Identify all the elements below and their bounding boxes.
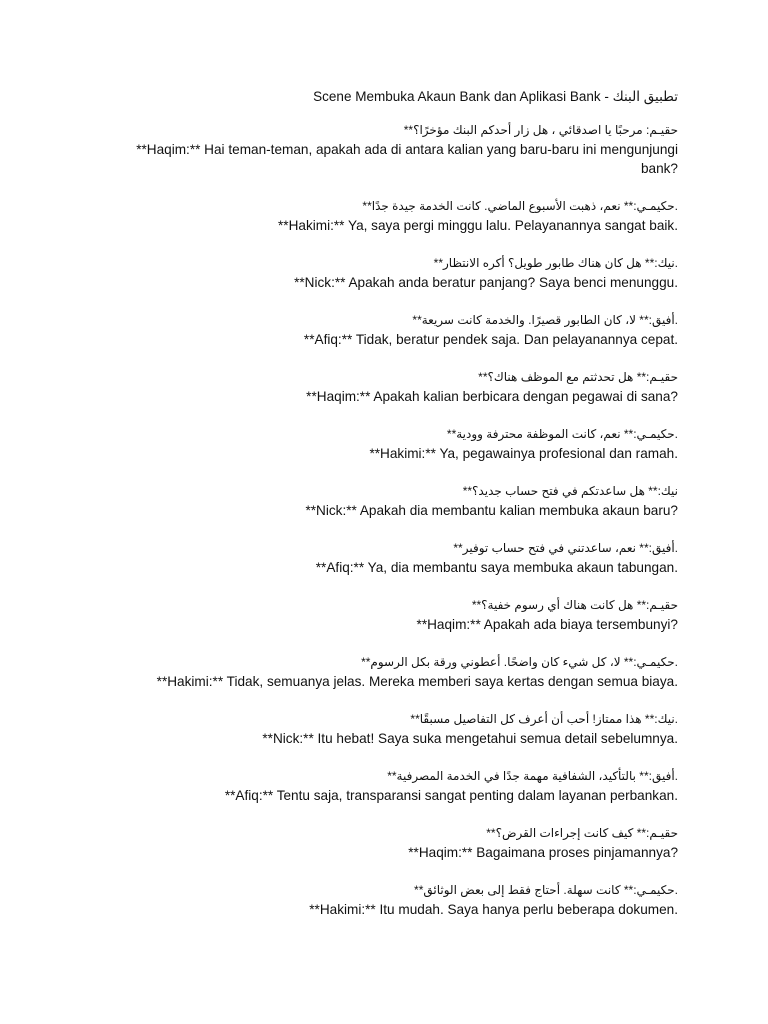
arabic-line: .نيك:** هل كان هناك طابور طويل؟ أكره الانتظار** [433, 256, 678, 270]
dialogue-entry [96, 481, 678, 520]
dialogue-entry [96, 766, 678, 805]
malay-line: **Haqim:** Hai teman-teman, apakah ada di antara kalian yang baru-baru ini mengunjungi bank? [136, 142, 678, 176]
arabic-line: .نيك:** هذا ممتاز! أحب أن أعرف كل التفاصيل مسبقًا** [410, 712, 678, 726]
arabic-line: .أفيق:** لا، كان الطابور قصيرًا. والخدمة كانت سريعة** [412, 313, 678, 327]
malay-line: **Hakimi:** Ya, saya pergi minggu lalu. Pelayanannya sangat baik. [278, 218, 678, 233]
dialogue-entry [96, 196, 678, 235]
malay-line: **Nick:** Apakah dia membantu kalian membuka akaun baru? [305, 503, 678, 518]
arabic-line: .حكيمـي:** لا، كل شيء كان واضحًا. أعطوني ورقة بكل الرسوم** [361, 655, 678, 669]
arabic-line: .حكيمـي:** كانت سهلة. أحتاج فقط إلى بعض الوثائق** [414, 883, 678, 897]
arabic-line: حقيـم: مرحبًا يا اصدقائي ، هل زار أحدكم البنك مؤخرًا؟** [403, 123, 678, 137]
dialogue-entry [96, 880, 678, 919]
dialogue-entry [96, 310, 678, 349]
dialogue-entry [96, 709, 678, 748]
malay-line: **Hakimi:** Itu mudah. Saya hanya perlu beberapa dokumen. [309, 902, 678, 917]
malay-line: **Haqim:** Apakah kalian berbicara dengan pegawai di sana? [306, 389, 678, 404]
arabic-line: نيك:** هل ساعدتكم في فتح حساب جديد؟** [462, 484, 678, 498]
arabic-line: .حكيمـي:** نعم، كانت الموظفة محترفة وودية** [446, 427, 678, 441]
malay-line: **Afiq:** Tentu saja, transparansi sangat penting dalam layanan perbankan. [224, 788, 678, 803]
arabic-line: .حكيمـي:** نعم، ذهبت الأسبوع الماضي. كانت الخدمة جيدة جدًا** [362, 199, 678, 213]
dialogue-entry [96, 253, 678, 292]
arabic-line: حقيـم:** هل تحدثتم مع الموظف هناك؟** [478, 370, 678, 384]
dialogue-entry [96, 367, 678, 406]
dialogue-entry [96, 652, 678, 691]
malay-line: **Haqim:** Apakah ada biaya tersembunyi? [416, 617, 678, 632]
document-title: Scene Membuka Akaun Bank dan Aplikasi Bank - تطبيق البنك [313, 89, 678, 104]
malay-line: **Nick:** Apakah anda beratur panjang? Saya benci menunggu. [294, 275, 678, 290]
document-page [96, 88, 678, 937]
malay-line: **Nick:** Itu hebat! Saya suka mengetahui semua detail sebelumnya. [262, 731, 678, 746]
malay-line: **Hakimi:** Tidak, semuanya jelas. Mereka memberi saya kertas dengan semua biaya. [156, 674, 678, 689]
malay-line: **Haqim:** Bagaimana proses pinjamannya? [408, 845, 678, 860]
arabic-line: .أفيق:** بالتأكيد، الشفافية مهمة جدًا في الخدمة المصرفية** [387, 769, 678, 783]
arabic-line: حقيـم:** هل كانت هناك أي رسوم خفية؟** [471, 598, 678, 612]
arabic-line: .أفيق:** نعم، ساعدتني في فتح حساب توفير** [453, 541, 678, 555]
malay-line: **Afiq:** Tidak, beratur pendek saja. Dan pelayanannya cepat. [303, 332, 678, 347]
dialogue-entry [96, 595, 678, 634]
malay-line: **Afiq:** Ya, dia membantu saya membuka akaun tabungan. [315, 560, 678, 575]
arabic-line: حقيـم:** كيف كانت إجراءات القرض؟** [486, 826, 678, 840]
dialogue-entry [96, 823, 678, 862]
dialogue-entry [96, 120, 678, 178]
malay-line: **Hakimi:** Ya, pegawainya profesional dan ramah. [369, 446, 678, 461]
dialogue-entry [96, 424, 678, 463]
dialogue-entry [96, 538, 678, 577]
